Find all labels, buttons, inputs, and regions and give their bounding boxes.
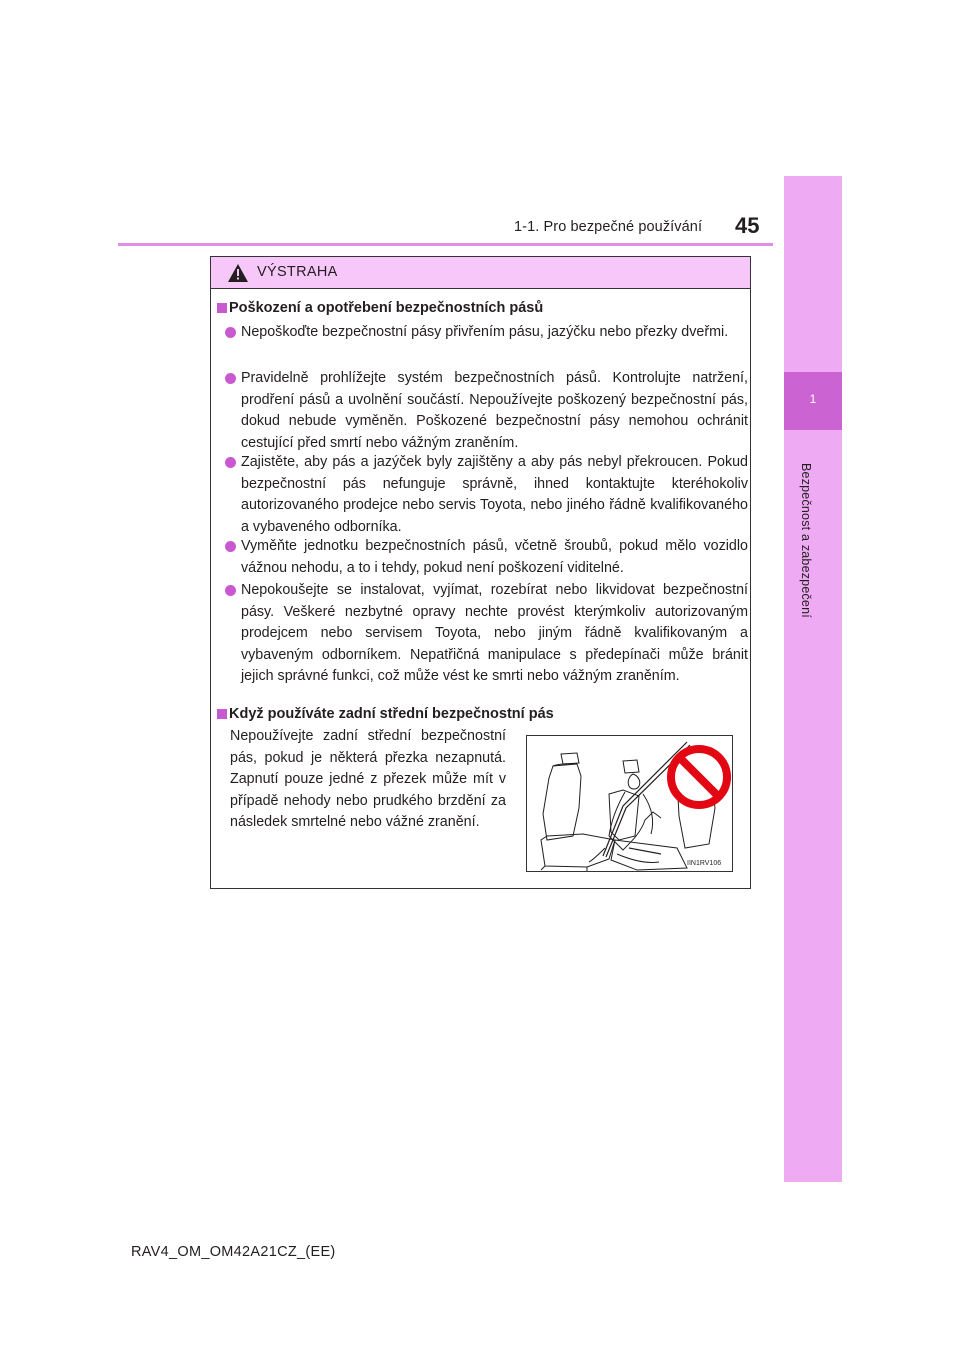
section-heading-text: Když používáte zadní střední bezpečnostní pás — [229, 706, 554, 722]
list-item-text: Vyměňte jednotku bezpečnostních pásů, včetně šroubů, pokud mělo vozidlo vážnou nehodu, a to i tehdy, pokud není poškození viditelné. — [241, 538, 748, 576]
seatbelt-illustration — [526, 735, 733, 872]
warning-box — [210, 256, 751, 889]
bullet-icon — [225, 585, 236, 596]
list-item-text: Nepoškoďte bezpečnostní pásy přivřením pásu, jazýčku nebo přezky dveřmi. — [241, 324, 729, 340]
square-bullet-icon — [217, 303, 227, 313]
section-rear-center — [215, 704, 745, 724]
header-rule — [118, 243, 773, 246]
list-item — [225, 452, 748, 538]
bullet-icon — [225, 457, 236, 468]
header-section-title: 1-1. Pro bezpečné používání — [514, 219, 703, 235]
warning-label: VÝSTRAHA — [257, 264, 338, 280]
chapter-number: 1 — [809, 392, 817, 406]
figure-code: IIN1RV106 — [687, 860, 722, 867]
list-item — [225, 536, 748, 579]
section-heading — [215, 704, 745, 724]
list-item — [225, 322, 748, 344]
square-bullet-icon — [217, 709, 227, 719]
section-damage — [215, 298, 745, 318]
rear-belt-text: Nepoužívejte zadní střední bezpečnostní pás, pokud je některá přezka nezapnutá. Zapnutí pouze jedné z přezek může mít v případě nehody nebo prudkého brzdění za následek smrtelné nebo vážné zranění. — [230, 728, 506, 830]
list-item-text: Nepokoušejte se instalovat, vyjímat, rozebírat nebo likvidovat bezpečnostní pásy. Veškeré nezbytné opravy nechte provést kterýmkoliv autorizovaným prodejcem nebo servisem Toyota, nebo jiným řádně kvalifikovaným a vybaveným odborníkem. Nepatřičná manipulace s předepínači může bránit jejich správné funkci, což může vést ke smrti nebo vážným zraněním. — [241, 582, 748, 684]
bullet-icon — [225, 327, 236, 338]
list-item — [225, 368, 748, 454]
footer-document-code: RAV4_OM_OM42A21CZ_(EE) — [131, 1244, 336, 1260]
chapter-title: Bezpečnost a zabezpečení — [799, 463, 813, 618]
prohibition-icon — [671, 749, 727, 805]
section-heading — [215, 298, 745, 318]
bullet-icon — [225, 541, 236, 552]
rear-seat-illustration — [527, 736, 733, 872]
page-number: 45 — [735, 213, 760, 238]
warning-triangle-icon — [227, 263, 249, 283]
list-item-text: Pravidelně prohlížejte systém bezpečnostních pásů. Kontrolujte natržení, prodření pásů a uvolnění součástí. Nepoužívejte poškozený bezpečnostní pás, dokud nebude vyměněn. Poškozené bezpečnostní pásy nemohou ochránit cestující před smrtí nebo vážným zraněním. — [241, 370, 748, 451]
side-tab — [784, 176, 842, 1182]
list-item — [225, 580, 748, 688]
bullet-icon — [225, 373, 236, 384]
section-heading-text: Poškození a opotřebení bezpečnostních pásů — [229, 300, 544, 316]
list-item-text: Zajistěte, aby pás a jazýček byly zajištěny a aby pás nebyl překroucen. Pokud bezpečnostní pás nefunguje správně, ihned kontaktujte kteréhokoliv autorizovaného prodejce nebo servis Toyota, nebo jiného řádně kvalifikovaného a vybaveného odborníka. — [241, 454, 748, 535]
warning-header — [211, 257, 750, 289]
